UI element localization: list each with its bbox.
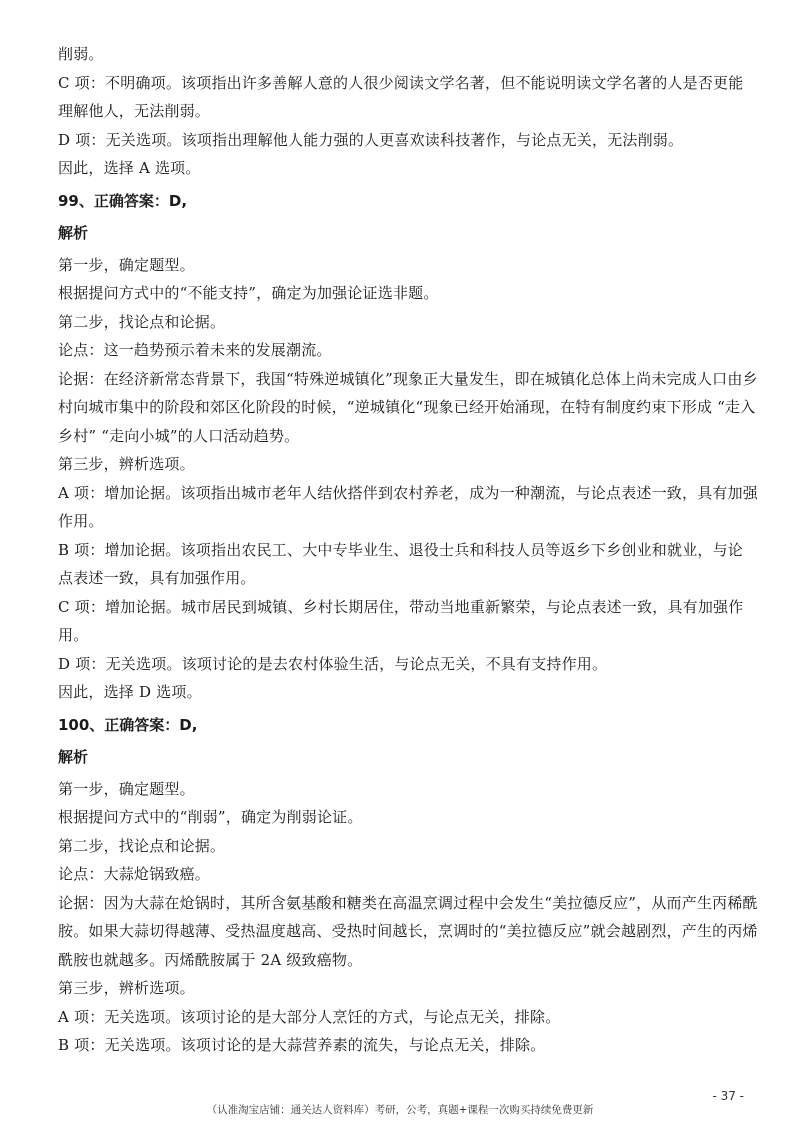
question-100-heading: 100、正确答案：D, [58, 715, 198, 734]
step-2: 第二步，找论点和论据。 [58, 312, 226, 331]
question-99-heading: 99、正确答案：D, [58, 191, 188, 210]
document-body [58, 40, 758, 1060]
step-3: 第三步，辨析选项。 [58, 455, 195, 473]
page-number: - 37 - [712, 1089, 744, 1103]
step-1: 第一步，确定题型。 [58, 255, 195, 274]
text-line: 削弱。 [58, 45, 104, 63]
conclusion: 因此，选择 A 选项。 [58, 159, 201, 177]
option-c: C 项：不明确项。该项指出许多善解人意的人很少阅读文学名著，但不能说明读文学名著的人是否更能理解他人，无法削弱。 [58, 73, 744, 120]
thesis: 论点：大蒜炝锅致癌。 [58, 865, 211, 883]
option-a: A 项：无关选项。该项讨论的是大部分人烹饪的方式，与论点无关，排除。 [58, 1007, 561, 1026]
option-b: B 项：无关选项。该项讨论的是大蒜营养素的流失，与论点无关，排除。 [58, 1036, 546, 1054]
analysis-label: 解析 [58, 747, 89, 766]
evidence: 论据：在经济新常态背景下，我国“特殊逆城镇化”现象正大量发生，即在城镇化总体上尚未完成人口由乡村向城市集中的阶段和郊区化阶段的时候，“逆城镇化“现象已经开始涌现，在特有制度约束下形成 “走入乡村” “走向小城”的人口活动趋势。 [58, 369, 758, 445]
conclusion: 因此，选择 D 选项。 [58, 683, 202, 701]
option-a: A 项：增加论据。该项指出城市老年人结伙搭伴到农村养老，成为一种潮流，与论点表述一致，具有加强作用。 [58, 483, 759, 530]
step-1-detail: 根据提问方式中的“削弱”，确定为削弱论证。 [58, 808, 363, 826]
thesis: 论点：这一趋势预示着未来的发展潮流。 [58, 341, 332, 359]
option-b: B 项：增加论据。该项指出农民工、大中专毕业生、退役士兵和科技人员等返乡下乡创业和就业，与论点表述一致，具有加强作用。 [58, 540, 743, 587]
step-3: 第三步，辨析选项。 [58, 979, 195, 997]
footer-note: （认准淘宝店铺：通关达人资料库）考研，公考，真题+课程一次购买持续免费更新 [206, 1104, 594, 1116]
step-1-detail: 根据提问方式中的“不能支持”，确定为加强论证选非题。 [58, 284, 439, 302]
option-c: C 项：增加论据。城市居民到城镇、乡村长期居住，带动当地重新繁荣，与论点表述一致，具有加强作用。 [58, 597, 744, 644]
step-2: 第二步，找论点和论据。 [58, 836, 226, 855]
option-d: D 项：无关选项。该项讨论的是去农村体验生活，与论点无关，不具有支持作用。 [58, 654, 608, 673]
step-1: 第一步，确定题型。 [58, 779, 195, 798]
option-d: D 项：无关选项。该项指出理解他人能力强的人更喜欢读科技著作，与论点无关，无法削弱。 [58, 130, 684, 149]
analysis-label: 解析 [58, 223, 89, 242]
evidence: 论据：因为大蒜在炝锅时，其所含氨基酸和糖类在高温烹调过程中会发生“美拉德反应”，从而产生丙稀酰胺。如果大蒜切得越薄、受热温度越高、受热时间越长，烹调时的“美拉德反应”就会越剧烈，产生的丙烯酰胺也就越多。丙烯酰胺属于 2A 级致癌物。 [58, 893, 758, 969]
